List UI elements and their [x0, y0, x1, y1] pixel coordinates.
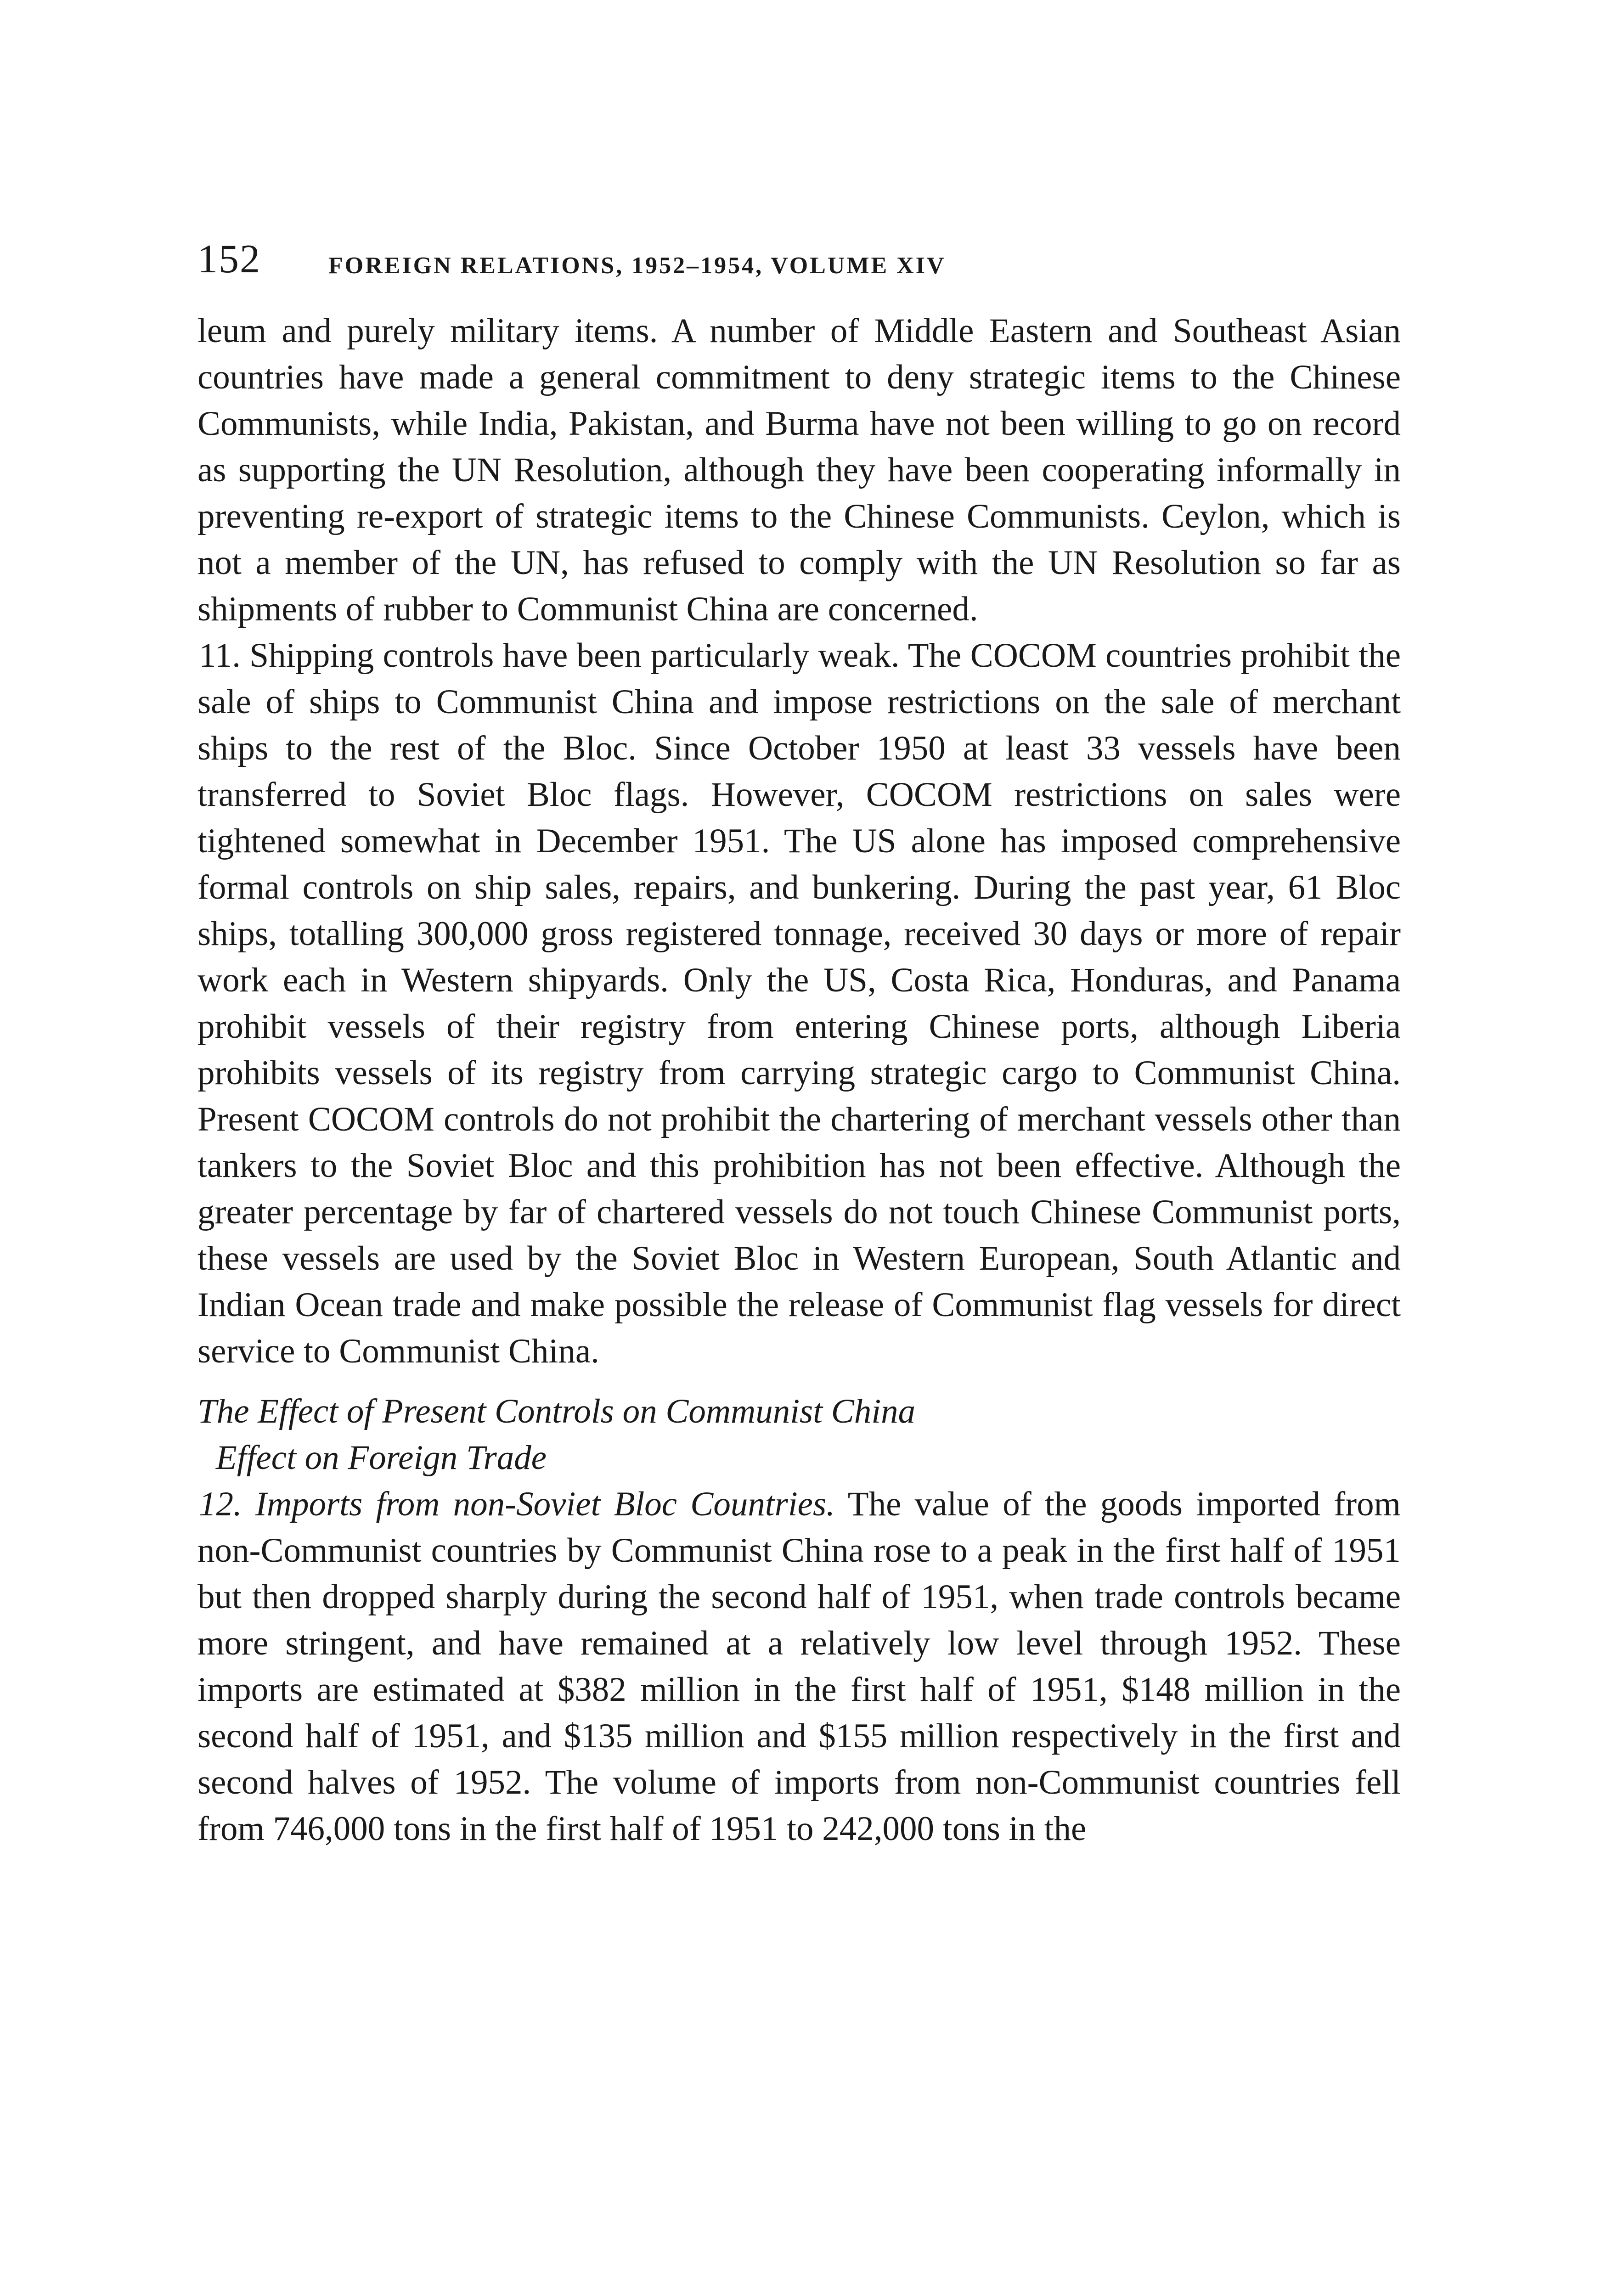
- paragraph-continuation: leum and purely military items. A number of Middle Eastern and Southeast Asian countries have made a general commitment to deny strategic items to the Chinese Communists, while India, Pakistan, and Burma have not been willing to go on record as supporting the UN Resolution, although they have been cooperating informally in preventing re-export of strategic items to the Chinese Communists. Ceylon, which is not a member of the UN, has refused to comply with the UN Resolution so far as shipments of rubber to Communist China are concerned.: [197, 312, 1401, 628]
- sub-heading: [197, 1435, 1401, 1481]
- paragraph-12-text: The value of the goods imported from non-Communist countries by Communist China rose to a peak in the first half of 1951 but then dropped sharply during the second half of 1951, when trade controls became more stringent, and have remained at a relatively low level through 1952. These imports are estimated at $382 million in the first half of 1951, $148 million in the second half of 1951, and $135 million and $155 million respectively in the first and second halves of 1952. The volume of imports from non-Communist countries fell from 746,000 tons in the first half of 1951 to 242,000 tons in the: [197, 1485, 1401, 1848]
- paragraph-11: 11. Shipping controls have been particularly weak. The COCOM countries prohibit the sale of ships to Communist China and impose restrictions on the sale of merchant ships to the rest of the Bloc. Since October 1950 at least 33 vessels have been transferred to Soviet Bloc flags. However, COCOM restrictions on sales were tightened somewhat in December 1951. The US alone has imposed comprehensive formal controls on ship sales, repairs, and bunkering. During the past year, 61 Bloc ships, totalling 300,000 gross registered tonnage, received 30 days or more of repair work each in Western shipyards. Only the US, Costa Rica, Honduras, and Panama prohibit vessels of their registry from entering Chinese ports, although Liberia prohibits vessels of its registry from carrying strategic cargo to Communist China. Present COCOM controls do not prohibit the chartering of merchant vessels other than tankers to the Soviet Bloc and this prohibition has not been effective. Although the greater percentage by far of chartered vessels do not touch Chinese Communist ports, these vessels are used by the Soviet Bloc in Western European, South Atlantic and Indian Ocean trade and make possible the release of Communist flag vessels for direct service to Communist China.: [197, 636, 1401, 1370]
- page-number: 152: [197, 237, 261, 281]
- section-heading: The Effect of Present Controls on Communist China: [197, 1392, 916, 1430]
- page-header: [197, 230, 1415, 289]
- paragraph-12: [197, 1481, 1401, 1852]
- body-text: [197, 308, 1401, 1852]
- paragraph-12-label: 12. Imports from non-Soviet Bloc Countries.: [199, 1485, 835, 1523]
- sub-heading-text: Effect on Foreign Trade: [216, 1439, 547, 1477]
- running-head: FOREIGN RELATIONS, 1952–1954, VOLUME XIV: [328, 253, 946, 279]
